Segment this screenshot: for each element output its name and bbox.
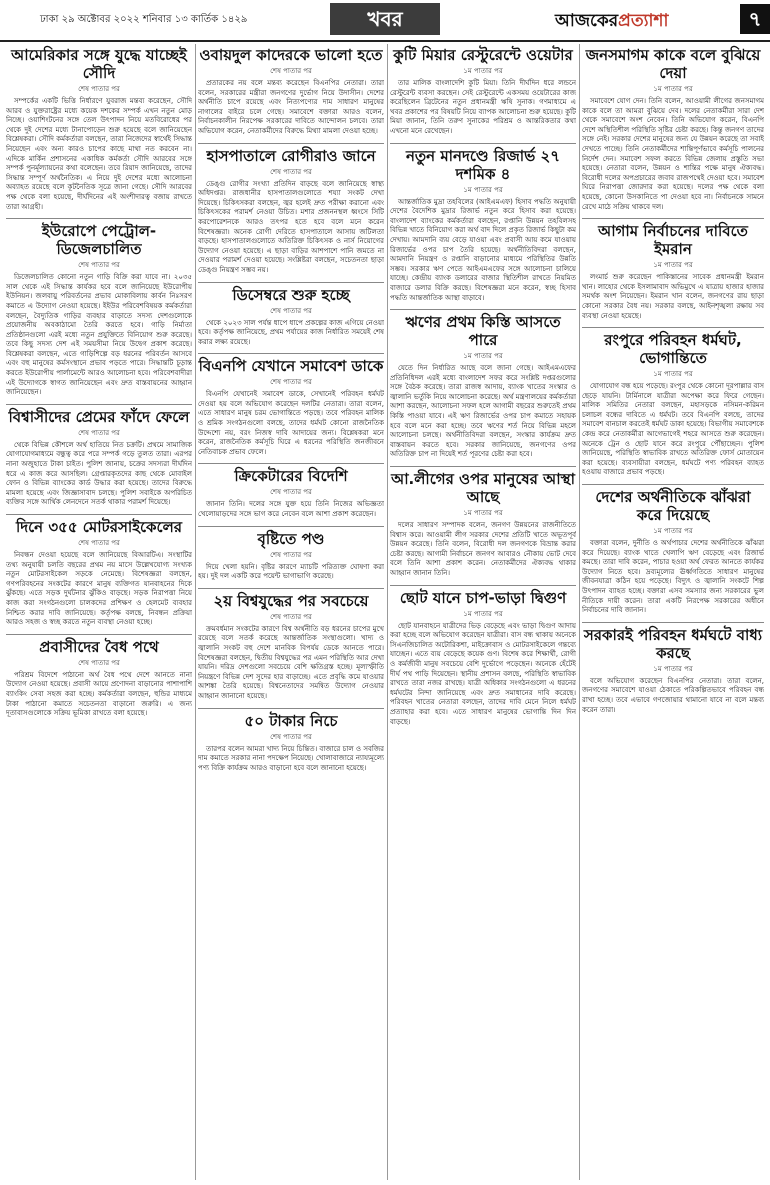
article-continuation-note: ১ম পাতার পর [463,185,503,194]
article [198,46,384,137]
article-body: ক্রমবর্ধমান সংকটের কারণে বিশ্ব অর্থনীতি বড় ধরনের চাপের মুখে রয়েছে বলে সতর্ক করেছে আন্তর্জাতিক সংস্থাগুলো। খাদ্য ও জ্বালানি সংকট বহু দেশে মানবিক বিপর্যয় ডেকে আনতে পারে। বিশেষজ্ঞরা বলছেন, দ্বিতীয় বিশ্বযুদ্ধের পর এমন পরিস্থিতি আর দেখা যায়নি। দরিদ্র দেশগুলো সবচেয়ে বেশি ক্ষতিগ্রস্ত হচ্ছে। মূল্যস্ফীতি নিয়ন্ত্রণে বিভিন্ন দেশ সুদের হার বাড়াচ্ছে। এতে প্রবৃদ্ধি কমে যাওয়ার আশঙ্কা তৈরি হয়েছে। বিশ্বনেতাদের সমন্বিত উদ্যোগ নেওয়ার আহ্বান জানানো হয়েছে। [198,624,384,700]
article-continuation-note: শেষ পাতার পর [270,732,312,741]
article-body: দলের সাধারণ সম্পাদক বলেন, জনগণ উন্নয়নের রাজনীতিতে বিশ্বাস করে। আওয়ামী লীগ সরকার দেশের প্রতিটি খাতে অভূতপূর্ব উন্নয়ন করেছে। তিনি বলেন, বিরোধী দল জনগণকে বিভ্রান্ত করার চেষ্টা করছে। আগামী নির্বাচনে জনগণ আবারও নৌকায় ভোট দেবে বলে তিনি আশা প্রকাশ করেন। নেতাকর্মীদের ঐক্যবদ্ধ থাকার আহ্বান জানান তিনি। [390,521,576,577]
article-headline[interactable]: নতুন মানদণ্ডে রিজার্ভ ২৭ দশমিক ৪ [405,146,561,183]
column-1 [6,44,192,1180]
article-body: বক্তারা বলেন, দুর্নীতি ও অর্থপাচার দেশের অর্থনীতিকে ঝাঁঝরা করে দিয়েছে। ব্যাংক খাতে খেলাপি ঋণ বেড়েছে এবং রিজার্ভ কমছে। তারা দাবি করেন, পাচার হওয়া অর্থ ফেরত আনতে কার্যকর উদ্যোগ নিতে হবে। দ্রব্যমূল্যের ঊর্ধ্বগতিতে সাধারণ মানুষের জীবনযাত্রা কঠিন হয়ে পড়েছে। বিদ্যুৎ ও জ্বালানি সংকটে শিল্প উৎপাদন ব্যাহত হচ্ছে। বক্তারা এসব সমস্যার জন্য সরকারের ভুল নীতিকে দায়ী করেন। তারা একটি নিরপেক্ষ সরকারের অধীনে নির্বাচনের দাবি জানান। [582,539,764,615]
article-headline[interactable]: ইউরোপে পেট্রোল-ডিজেলচালিত [41,222,157,259]
masthead [0,0,770,42]
article-continuation-note: ১ম পাতার পর [463,352,503,361]
article-headline[interactable]: ২য় বিশ্বযুদ্ধের পর সবচেয়ে [213,591,369,610]
article-separator [198,282,384,283]
article-separator [582,622,764,623]
article [390,585,576,728]
article [582,218,764,321]
page-number: ৭ [740,4,770,34]
section-title: খবর [330,3,440,35]
article-headline[interactable]: জনসমাগম কাকে বলে বুঝিয়ে দেয়া [585,46,761,82]
article-headline[interactable]: ছোট যানে চাপ-ভাড়া দ্বিগুণ [399,588,567,607]
article-body: যেতে দিন নির্ধারিত আছে বলে জানা গেছে। আইএমএফের প্রতিনিধিদল এরই মধ্যে বাংলাদেশ সফর করে সংশ্লিষ্ট দপ্তরগুলোর সঙ্গে বৈঠক করেছে। তারা রাজস্ব আদায়, ব্যাংক খাতের সংস্কার ও জ্বালানি ভর্তুকি নিয়ে আলোচনা করেছে। অর্থ মন্ত্রণালয়ের কর্মকর্তারা আশা করছেন, আলোচনা সফল হলে আগামী বছরের শুরুতেই প্রথম কিস্তি পাওয়া যাবে। এই ঋণ রিজার্ভের ওপর চাপ কমাতে সহায়ক হবে বলে মনে করা হচ্ছে। তবে ঋণের শর্ত নিয়ে বিভিন্ন মহলে আলোচনা চলছে। অর্থনীতিবিদরা বলছেন, সংস্কার কার্যক্রম দ্রুত বাস্তবায়ন করতে হবে। সরকার জানিয়েছে, জনগণের ওপর অতিরিক্ত চাপ না দিয়েই শর্ত পূরণের চেষ্টা করা হবে। [390,364,576,459]
article [198,353,384,457]
article-continuation-note: শেষ পাতার পর [270,488,312,497]
article-continuation-note: শেষ পাতার পর [78,428,120,437]
article-continuation-note: শেষ পাতার পর [270,612,312,621]
article-separator [6,218,192,219]
article-continuation-note: শেষ পাতার পর [270,167,312,176]
article-continuation-note: শেষ পাতার পর [78,539,120,547]
article-separator [390,309,576,310]
article-continuation-note: শেষ পাতার পর [270,378,312,387]
article [390,143,576,304]
article-continuation-note: শেষ পাতার পর [270,550,312,559]
column-divider [195,44,196,1180]
column-divider [579,44,580,1180]
article-separator [6,634,192,635]
column-2 [198,44,384,1180]
article-continuation-note: শেষ পাতার পর [270,306,312,315]
column-3 [390,44,576,1180]
article-continuation-note: ১ম পাতার পর [463,509,503,518]
article-headline[interactable]: আ.লীগের ওপর মানুষের আস্থা আছে [391,470,575,507]
article-separator [582,218,764,219]
logo-prefix: আজকের [555,11,619,31]
article-headline[interactable]: বিশ্বাসীদের প্রেমের ফাঁদে ফেলে [8,407,190,426]
article-continuation-note: শেষ পাতার পর [78,658,120,667]
article-separator [198,708,384,709]
article [582,46,764,212]
article-body: তার মালিক বাংলাদেশি কুটি মিয়া। তিনি দীর্ঘদিন ধরে লন্ডনে রেস্টুরেন্ট ব্যবসা করছেন। সেই রেস্টুরেন্টে একসময় ওয়েটারের কাজ করেছিলেন ব্রিটেনের নতুন প্রধানমন্ত্রী ঋষি সুনাক। গণমাধ্যমে এ খবর প্রকাশের পর বিষয়টি নিয়ে ব্যাপক আলোচনা শুরু হয়েছে। কুটি মিয়া জানান, তিনি তরুণ সুনাকের পরিশ্রম ও আন্তরিকতার কথা এখনো মনে রেখেছেন। [390,79,576,135]
article-continuation-note: শেষ পাতার পর [78,85,120,93]
article-headline[interactable]: দিনে ৩৫৫ মোটরসাইকেলের [15,518,183,536]
article-body: যোগাযোগ বন্ধ হয়ে পড়েছে। রংপুর থেকে কোনো দূরপাল্লার বাস ছেড়ে যায়নি। টার্মিনালে যাত্রীরা অপেক্ষা করে ফিরে গেছেন। মালিক সমিতির নেতারা বলছেন, মহাসড়কে নসিমন-করিমন চলাচল বন্ধের দাবিতে এ ধর্মঘট। তবে বিএনপি বলছে, তাদের সমাবেশ বানচাল করতেই ধর্মঘট ডাকা হয়েছে। বিভাগীয় সমাবেশকে কেন্দ্র করে নেতাকর্মীরা আগেভাগেই শহরে আসতে শুরু করেছেন। অনেকে ট্রেন ও ছোট যানে করে রংপুরে পৌঁছাচ্ছেন। পুলিশ জানিয়েছে, পরিস্থিতি স্বাভাবিক রাখতে অতিরিক্ত ফোর্স মোতায়েন করা হয়েছে। ব্যবসায়ীরা বলছেন, ধর্মঘটে পণ্য পরিবহন ব্যাহত হওয়ায় বাজারে প্রভাব পড়ছে। [582,382,764,477]
article-body: দিয়ে খেলা হয়নি। বৃষ্টির কারণে ম্যাচটি পরিত্যক্ত ঘোষণা করা হয়। দুই দল একটি করে পয়েন্ট ভাগাভাগি করেছে। [198,562,384,581]
date-line: ঢাকা ২৯ অক্টোবর ২০২২ শনিবার ১৩ কার্তিক ১৪২৯ [40,14,248,25]
article-continuation-note: ১ম পাতার পর [653,664,693,673]
article-separator [198,353,384,354]
article-body: সমাবেশে যোগ দেন। তিনি বলেন, আওয়ামী লীগের জনসমাগম কাকে বলে তা আমরা বুঝিয়ে দেব। দলের নেতাকর্মীরা সারা দেশ থেকে সমাবেশে অংশ নেবেন। তিনি অভিযোগ করেন, বিএনপি দেশে অস্থিতিশীল পরিস্থিতি সৃষ্টির চেষ্টা করছে। কিন্তু জনগণ তাদের সঙ্গে নেই। সরকার দেশের মানুষের জন্য যে উন্নয়ন করেছে তা সবাই দেখতে পাচ্ছে। তিনি নেতাকর্মীদের শান্তিপূর্ণভাবে কর্মসূচি পালনের নির্দেশ দেন। সমাবেশ সফল করতে বিভিন্ন জেলায় প্রস্তুতি সভা হয়েছে। নেতারা বলেন, উন্নয়ন ও শান্তির পক্ষে মানুষ ঐক্যবদ্ধ। বিরোধী দলের অপপ্রচারের জবাব রাজপথেই দেওয়া হবে। সমাবেশ ঘিরে নিরাপত্তা জোরদার করা হয়েছে। দলের পক্ষ থেকে বলা হয়েছে, কোনো উসকানিতে পা দেওয়া হবে না। নির্বাচনকে সামনে রেখে মাঠে সক্রিয় থাকবে দল। [582,97,764,211]
article-separator [582,484,764,485]
article-headline[interactable]: ক্রিকেটারের বিদেশি [234,467,348,486]
article-separator [6,404,192,405]
article-headline[interactable]: বৃষ্টিতে পণ্ড [257,529,325,548]
article-headline[interactable]: কুটি মিয়ার রেস্টুরেন্টে ওয়েটার [393,46,573,64]
logo-accent: প্রত্যাশা [618,11,669,31]
article-continuation-note: ১ম পাতার পর [653,527,693,536]
article [390,309,576,460]
article-headline[interactable]: রংপুরে পরিবহন ধর্মঘট, ভোগান্তিতে [604,331,742,368]
article-body: লংমার্চ শুরু করেছেন পাকিস্তানের সাবেক প্রধানমন্ত্রী ইমরান খান। লাহোর থেকে ইসলামাবাদ অভিমুখে এ যাত্রায় হাজার হাজার সমর্থক অংশ নিয়েছেন। ইমরান খান বলেন, জনগণের রায় ছাড়া কোনো সরকার বৈধ নয়। সরকার বলছে, আইনশৃঙ্খলা রক্ষায় সব ব্যবস্থা নেওয়া হয়েছে। [582,273,764,320]
article-headline[interactable]: ৫০ টাকার নিচে [244,711,338,730]
article-separator [390,585,576,586]
article [6,46,192,212]
article [198,526,384,582]
article [198,588,384,702]
article-body: প্রতারকের নয় বলে মন্তব্য করেছেন বিএনপির নেতারা। তারা বলেন, সরকারের মন্ত্রীরা জনগণের দুর্ভোগ নিয়ে উদাসীন। দেশের অর্থনীতি চাপে রয়েছে এবং নিত্যপণ্যের দাম সাধারণ মানুষের নাগালের বাইরে চলে গেছে। সমাবেশে বক্তারা আরও বলেন, নির্বাচনকালীন নিরপেক্ষ সরকারের দাবিতে আন্দোলন চলবে। তারা অভিযোগ করেন, নেতাকর্মীদের বিরুদ্ধে মিথ্যা মামলা দেওয়া হচ্ছে। [198,79,384,135]
article [390,46,576,137]
article-continuation-note: শেষ পাতার পর [270,67,312,75]
article [198,143,384,276]
article-body: তারপর বলেন আমরা খাদ্য নিয়ে চিন্তিত। বাজারে চাল ও সবজির দাম কমাতে সরকার নানা পদক্ষেপ নিয়েছে। খোলাবাজারে ন্যায্যমূল্যে পণ্য বিক্রি কার্যক্রম আরও বাড়ানো হবে বলে জানানো হয়েছে। [198,744,384,772]
article-separator [390,143,576,144]
article-separator [198,588,384,589]
article-continuation-note: ১ম পাতার পর [463,67,503,75]
article [582,622,764,715]
article [6,218,192,398]
article-continuation-note: ১ম পাতার পর [653,261,693,270]
article-headline[interactable]: আমেরিকার সঙ্গে যুদ্ধে যাচ্ছেই সৌদি [11,46,187,82]
article-separator [198,526,384,527]
article-separator [198,463,384,464]
article-continuation-note: ১ম পাতার পর [463,609,503,618]
article-headline[interactable]: আগাম নির্বাচনের দাবিতে ইমরান [598,222,748,259]
article-headline[interactable]: প্রবাসীদের বৈধ পথে [39,637,159,656]
article-continuation-note: ১ম পাতার পর [653,85,693,93]
article-separator [390,466,576,467]
article [6,404,192,508]
article [582,327,764,478]
article [6,634,192,719]
article-headline[interactable]: ঋণের প্রথম কিস্তি আসতে পারে [405,313,561,350]
article-separator [198,143,384,144]
article-body: থেকে ২০২৩ সাল পর্যন্ত ধাপে ধাপে প্রকল্পের কাজ এগিয়ে নেওয়া হবে। কর্তৃপক্ষ জানিয়েছে, প্রথম পর্যায়ের কাজ নির্ধারিত সময়েই শেষ করার লক্ষ্য রয়েছে। [198,318,384,346]
article [390,466,576,579]
article [582,484,764,616]
article-continuation-note: শেষ পাতার পর [78,261,120,270]
article-body: জানান তিনি। দলের সঙ্গে যুক্ত হয়ে তিনি নিজের অভিজ্ঞতা খেলোয়াড়দের সঙ্গে ভাগ করে নেবেন বলে আশা প্রকাশ করেছেন। [198,500,384,519]
article-headline[interactable]: দেশের অর্থনীতিকে ঝাঁঝরা করে দিয়েছে [595,488,751,525]
article-body: আন্তর্জাতিক মুদ্রা তহবিলের (আইএমএফ) হিসাব পদ্ধতি অনুযায়ী দেশের বৈদেশিক মুদ্রার রিজার্ভ নতুন করে হিসাব করা হয়েছে। বাংলাদেশ ব্যাংকের কর্মকর্তারা বলছেন, রপ্তানি উন্নয়ন তহবিলসহ বিভিন্ন খাতে বিনিয়োগ করা অর্থ বাদ দিলে প্রকৃত রিজার্ভ কিছুটা কম দেখায়। আমদানি ব্যয় বেড়ে যাওয়া এবং প্রবাসী আয় কমে যাওয়ায় রিজার্ভের ওপর চাপ তৈরি হয়েছে। অর্থনীতিবিদরা বলছেন, আমদানি নিয়ন্ত্রণ ও রপ্তানি বাড়ানোর মাধ্যমে পরিস্থিতির উন্নতি সম্ভব। সরকার ঋণ পেতে আইএমএফের সঙ্গে আলোচনা চালিয়ে যাচ্ছে। কেন্দ্রীয় ব্যাংক ডলারের বাজার স্থিতিশীল রাখতে নিয়মিত বাজারে ডলার বিক্রি করছে। বিশেষজ্ঞরা মনে করেন, স্বচ্ছ হিসাব পদ্ধতি আন্তর্জাতিক আস্থা বাড়াবে। [390,197,576,302]
article-separator [582,327,764,328]
article [198,708,384,774]
newspaper-logo [555,8,668,36]
article-body: ডিজেলচালিত কোনো নতুন গাড়ি বিক্রি করা যাবে না। ২০৩৫ সাল থেকে এই সিদ্ধান্ত কার্যকর হবে বলে জানিয়েছে ইউরোপীয় ইউনিয়ন। জলবায়ু পরিবর্তনের প্রভাব মোকাবিলায় কার্বন নিঃসরণ কমাতে এ উদ্যোগ নেওয়া হয়েছে। ইইউর পরিবেশবিষয়ক কর্মকর্তারা বলছেন, বৈদ্যুতিক গাড়ির ব্যবহার বাড়াতে সদস্য দেশগুলোকে প্রয়োজনীয় অবকাঠামো তৈরি করতে হবে। গাড়ি নির্মাতা প্রতিষ্ঠানগুলো এরই মধ্যে নতুন প্রযুক্তিতে বিনিয়োগ শুরু করেছে। তবে কিছু সদস্য দেশ এই সময়সীমা নিয়ে উদ্বেগ প্রকাশ করেছে। বিশ্লেষকরা বলছেন, এতে গাড়িশিল্পে বড় ধরনের পরিবর্তন আসবে এবং বহু মানুষের কর্মসংস্থানে প্রভাব পড়তে পারে। সিদ্ধান্তটি চূড়ান্ত করতে ইউরোপীয় পার্লামেন্টে আরও আলোচনা হবে। পরিবেশবাদীরা এই উদ্যোগকে স্বাগত জানিয়েছেন এবং দ্রুত বাস্তবায়নের আহ্বান জানিয়েছেন। [6,273,192,397]
article-headline[interactable]: সরকারই পরিবহন ধর্মঘটে বাধ্য করছে [583,625,763,662]
article-separator [6,514,192,515]
article-body: বিএনপি যেখানেই সমাবেশ ডাকে, সেখানেই পরিবহন ধর্মঘট দেওয়া হয় বলে অভিযোগ করেছেন দলটির নেতারা। তারা বলেন, এতে সাধারণ মানুষ চরম ভোগান্তিতে পড়ছে। তবে পরিবহন মালিক ও শ্রমিক সংগঠনগুলো বলছে, তাদের ধর্মঘট কোনো রাজনৈতিক উদ্দেশ্যে নয়, বরং নিজস্ব দাবি আদায়ের জন্য। বিশ্লেষকরা মনে করেন, রাজনৈতিক কর্মসূচি ঘিরে এ ধরনের পরিস্থিতি জনজীবনে নেতিবাচক প্রভাব ফেলে। [198,390,384,456]
article [198,282,384,348]
article-continuation-note: ১ম পাতার পর [653,370,693,379]
article-headline[interactable]: ওবায়দুল কাদেরকে ভালো হতে [199,46,383,64]
column-divider [387,44,388,1180]
article-body: ছোট যানবাহনে যাত্রীদের ভিড় বেড়েছে এবং ভাড়া দ্বিগুণ আদায় করা হচ্ছে বলে অভিযোগ করেছেন যাত্রীরা। বাস বন্ধ থাকায় অনেকে সিএনজিচালিত অটোরিকশা, মাইক্রোবাস ও মোটরসাইকেলে গন্তব্যে যাচ্ছেন। এতে ব্যয় বেড়েছে কয়েক গুণ। বিশেষ করে শিক্ষার্থী, রোগী ও কর্মজীবী মানুষ সবচেয়ে বেশি দুর্ভোগে পড়েছেন। অনেকে হেঁটেই দীর্ঘ পথ পাড়ি দিয়েছেন। স্থানীয় প্রশাসন বলছে, পরিস্থিতি স্বাভাবিক রাখতে তারা নজর রাখছে। যাত্রী অধিকার সংগঠনগুলো এ ধরনের ধর্মঘটের নিন্দা জানিয়েছে এবং দ্রুত সমাধানের দাবি করেছে। পরিবহন খাতের নেতারা বলছেন, তাদের দাবি মেনে নিলে ধর্মঘট প্রত্যাহার করা হবে। এতে সাধারণ মানুষের ভোগান্তি দিন দিন বাড়ছে। [390,621,576,726]
article-headline[interactable]: ডিসেম্বরে শুরু হচ্ছে [232,285,350,304]
article-body: সম্পর্কের একটি ভিত্তি নির্ধারণে যুবরাজ মন্তব্য করেছেন, সৌদি আরব ও যুক্তরাষ্ট্রের মধ্যে কয়েক দশকের সম্পর্ক এখন নতুন মোড় নিচ্ছে। ওয়াশিংটনের সঙ্গে তেল উৎপাদন নিয়ে মতবিরোধের পর থেকে দুই দেশের মধ্যে টানাপোড়েন শুরু হয়েছে বলে জানিয়েছেন বিশ্লেষকরা। সৌদি কর্মকর্তারা বলছেন, তারা নিজেদের স্বার্থেই সিদ্ধান্ত নিয়েছেন এবং অন্য কারও চাপের কাছে মাথা নত করবেন না। এদিকে মার্কিন প্রশাসনের একাধিক কর্মকর্তা সৌদি আরবের সঙ্গে সম্পর্ক পুনর্মূল্যায়নের কথা বলেছেন। তবে রিয়াদ জানিয়েছে, তাদের সিদ্ধান্ত সম্পূর্ণ অর্থনৈতিক। এ নিয়ে দুই দেশের মধ্যে আলোচনা অব্যাহত রয়েছে বলে কূটনৈতিক সূত্রে জানা গেছে। সৌদি আরবের পক্ষ থেকে বলা হয়েছে, দীর্ঘদিনের এই অংশীদারত্ব বজায় রাখতে তারা আগ্রহী। [6,97,192,211]
article-headline[interactable]: হাসপাতালে রোগীরাও জানে [206,146,376,165]
article [198,463,384,519]
article-body: ডেঙ্গু রোগীর সংখ্যা প্রতিদিন বাড়ছে বলে জানিয়েছে স্বাস্থ্য অধিদপ্তর। রাজধানীর হাসপাতালগুলোতে শয্যা সংকট দেখা দিয়েছে। চিকিৎসকরা বলছেন, জ্বর হলেই দ্রুত পরীক্ষা করানো এবং চিকিৎসকের পরামর্শ নেওয়া উচিত। মশার প্রজননস্থল ধ্বংসে সিটি করপোরেশনকে আরও তৎপর হতে হবে বলে মনে করেন বিশেষজ্ঞরা। অনেক রোগী দেরিতে হাসপাতালে আসায় জটিলতা বাড়ছে। হাসপাতালগুলোতে অতিরিক্ত চিকিৎসক ও নার্স নিয়োগের উদ্যোগ নেওয়া হয়েছে। এ ছাড়া বাড়ির আশপাশে পানি জমতে না দেওয়ার পরামর্শ দেওয়া হয়েছে। সংশ্লিষ্টরা বলছেন, সচেতনতা ছাড়া ডেঙ্গু নিয়ন্ত্রণ সম্ভব নয়। [198,179,384,274]
article [6,514,192,628]
article-body: পরিশ্রম বিদেশে পাঠানো অর্থ বৈধ পথে দেশে আনতে নানা উদ্যোগ নেওয়া হয়েছে। প্রবাসী আয়ে প্রণোদনা বাড়ানোর পাশাপাশি ব্যাংকিং সেবা সহজ করা হচ্ছে। কর্মকর্তারা বলছেন, হুন্ডির মাধ্যমে টাকা পাঠানো কমাতে সচেতনতা বাড়ানো জরুরি। এ জন্য দূতাবাসগুলোকে সক্রিয় ভূমিকা রাখতে বলা হয়েছে। [6,670,192,718]
article-body: বলে অভিযোগ করেছেন বিএনপির নেতারা। তারা বলেন, জনগণের সমাবেশে যাওয়া ঠেকাতে পরিকল্পিতভাবে পরিবহন বন্ধ রাখা হচ্ছে। তবে এভাবে গণজোয়ার থামানো যাবে না বলে মন্তব্য করেন তারা। [582,676,764,714]
article-body: নিবন্ধন দেওয়া হয়েছে বলে জানিয়েছে বিআরটিএ। সংস্থাটির তথ্য অনুযায়ী চলতি বছরের প্রথম নয় মাসে উল্লেখযোগ্য সংখ্যক নতুন মোটরসাইকেল সড়কে নেমেছে। বিশেষজ্ঞরা বলছেন, গণপরিবহনের সংকটের কারণে মানুষ ব্যক্তিগত যানবাহনের দিকে ঝুঁকছে। এতে সড়ক দুর্ঘটনার ঝুঁকিও বাড়ছে। সড়ক নিরাপত্তা নিয়ে কাজ করা সংগঠনগুলো চালকদের প্রশিক্ষণ ও হেলমেট ব্যবহার নিশ্চিত করার দাবি জানিয়েছে। কর্তৃপক্ষ বলছে, নিবন্ধন প্রক্রিয়া আরও সহজ ও স্বচ্ছ করতে নতুন ব্যবস্থা নেওয়া হচ্ছে। [6,551,192,627]
column-4 [582,44,764,1180]
article-body: থেকে বিভিন্ন কৌশলে অর্থ হাতিয়ে নিত চক্রটি। প্রথমে সামাজিক যোগাযোগমাধ্যমে বন্ধুত্ব করে পরে সম্পর্ক গড়ে তুলত তারা। এরপর নানা অজুহাতে টাকা চাইত। পুলিশ জানায়, চক্রের সদস্যরা দীর্ঘদিন ধরে এ কাজ করে আসছিল। গ্রেপ্তারকৃতদের কাছ থেকে মোবাইল ফোন ও বিভিন্ন ব্যাংকের কার্ড উদ্ধার করা হয়েছে। তাদের বিরুদ্ধে মামলা হয়েছে এবং জিজ্ঞাসাবাদ চলছে। পুলিশ সবাইকে অপরিচিত ব্যক্তির সঙ্গে আর্থিক লেনদেনে সতর্ক থাকার পরামর্শ দিয়েছে। [6,440,192,507]
article-headline[interactable]: বিএনপি যেখানে সমাবেশ ডাকে [198,357,384,376]
